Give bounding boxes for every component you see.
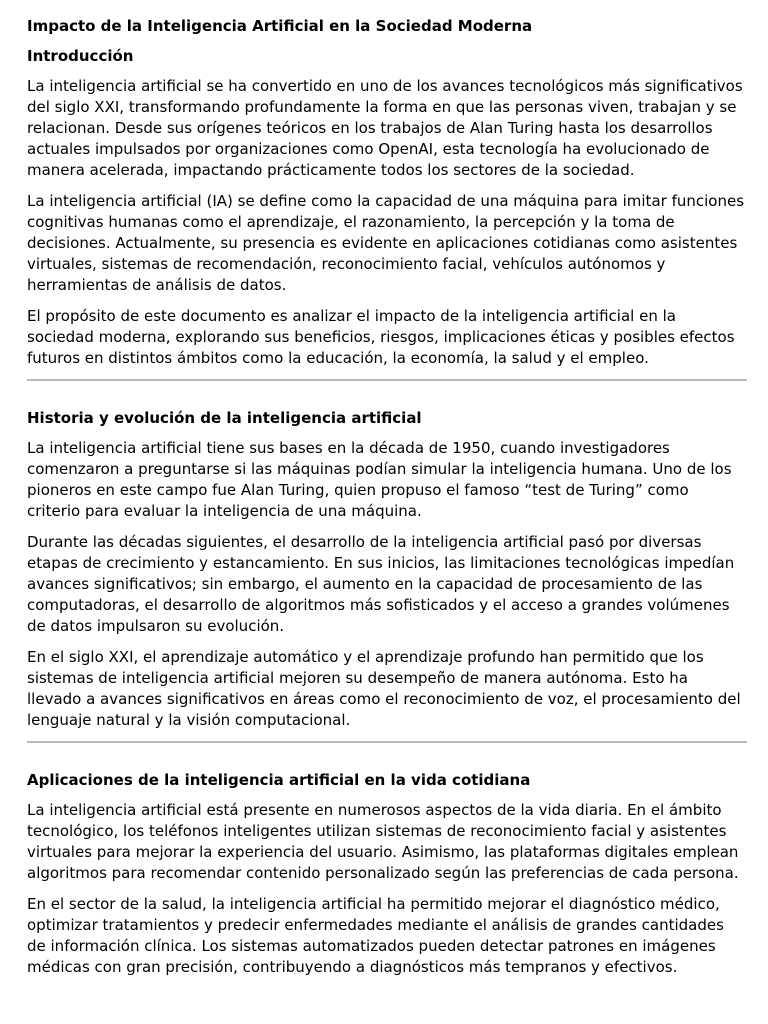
section-introduccion	[27, 46, 746, 369]
section-divider	[27, 741, 747, 743]
section-historia	[27, 408, 746, 731]
section-divider	[27, 379, 747, 381]
paragraph: Durante las décadas siguientes, el desarrollo de la inteligencia artificial pasó por diversas etapas de crecimiento y estancamiento. En sus inicios, las limitaciones tecnológicas impedían avances significativos; sin embargo, el aumento en la capacidad de procesamiento de las computadoras, el desarrollo de algoritmos más sofisticados y el acceso a grandes volúmenes de datos impulsaron su evolución.	[27, 533, 735, 635]
paragraph: La inteligencia artificial está presente en numerosos aspectos de la vida diaria. En el ámbito tecnológico, los teléfonos inteligentes utilizan sistemas de reconocimiento facial y asistentes virtuales para mejorar la experiencia del usuario. Asimismo, las plataformas digitales emplean algoritmos para recomendar contenido personalizado según las preferencias de cada persona.	[27, 801, 739, 882]
section-aplicaciones	[27, 770, 746, 978]
section-heading: Historia y evolución de la inteligencia artificial	[27, 409, 422, 427]
section-heading: Aplicaciones de la inteligencia artificial en la vida cotidiana	[27, 771, 531, 789]
paragraph: La inteligencia artificial se ha convertido en uno de los avances tecnológicos más significativos del siglo XXI, transformando profundamente la forma en que las personas viven, trabajan y se relacionan. Desde sus orígenes teóricos en los trabajos de Alan Turing hasta los desarrollos actuales impulsados por organizaciones como OpenAI, esta tecnología ha evolucionado de manera acelerada, impactando prácticamente todos los sectores de la sociedad.	[27, 77, 743, 179]
paragraph: La inteligencia artificial (IA) se define como la capacidad de una máquina para imitar funciones cognitivas humanas como el aprendizaje, el razonamiento, la percepción y la toma de decisiones. Actualmente, su presencia es evidente en aplicaciones cotidianas como asistentes virtuales, sistemas de recomendación, reconocimiento facial, vehículos autónomos y herramientas de análisis de datos.	[27, 192, 745, 294]
paragraph: La inteligencia artificial tiene sus bases en la década de 1950, cuando investigadores comenzaron a preguntarse si las máquinas podían simular la inteligencia humana. Uno de los pioneros en este campo fue Alan Turing, quien propuso el famoso “test de Turing” como criterio para evaluar la inteligencia de una máquina.	[27, 439, 732, 520]
section-heading: Introducción	[27, 47, 134, 65]
document-title: Impacto de la Inteligencia Artificial en la Sociedad Moderna	[27, 17, 533, 35]
paragraph: En el sector de la salud, la inteligencia artificial ha permitido mejorar el diagnóstico médico, optimizar tratamientos y predecir enfermedades mediante el análisis de grandes cantidades de información clínica. Los sistemas automatizados pueden detectar patrones en imágenes médicas con gran precisión, contribuyendo a diagnósticos más tempranos y efectivos.	[27, 895, 724, 976]
paragraph: En el siglo XXI, el aprendizaje automático y el aprendizaje profundo han permitido que los sistemas de inteligencia artificial mejoren su desempeño de manera autónoma. Esto ha llevado a avances significativos en áreas como el reconocimiento de voz, el procesamiento del lenguaje natural y la visión computacional.	[27, 648, 741, 729]
paragraph: El propósito de este documento es analizar el impacto de la inteligencia artificial en la sociedad moderna, explorando sus beneficios, riesgos, implicaciones éticas y posibles efectos futuros en distintos ámbitos como la educación, la economía, la salud y el empleo.	[27, 307, 735, 367]
